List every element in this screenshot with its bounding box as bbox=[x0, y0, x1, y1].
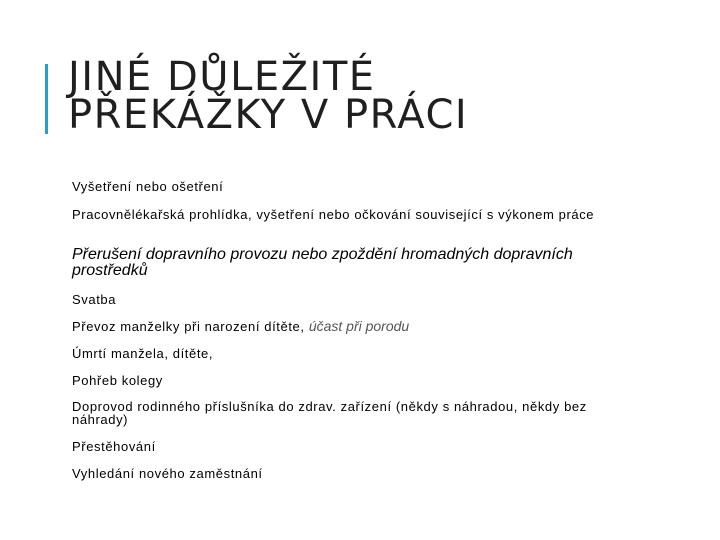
list-item-transport-disruption: Přerušení dopravního provozu nebo zpoždění hromadných dopravních prostředků bbox=[72, 246, 573, 279]
slide-title-line-2: PŘEKÁŽKY V PRÁCI bbox=[68, 92, 469, 138]
list-item-birth-transport-text: Převoz manželky při narození dítěte, bbox=[72, 319, 305, 334]
title-accent-bar bbox=[45, 64, 48, 134]
list-item-medical-exam: Vyšetření nebo ošetření bbox=[72, 179, 224, 194]
list-item-wedding: Svatba bbox=[72, 292, 117, 307]
list-item-birth-transport bbox=[72, 320, 409, 333]
list-item-death: Úmrtí manžela, dítěte, bbox=[72, 346, 214, 361]
list-item-funeral: Pohřeb kolegy bbox=[72, 373, 163, 388]
slide-title-line-1: JINÉ DŮLEŽITÉ bbox=[68, 54, 376, 100]
list-item-birth-note: účast při porodu bbox=[308, 318, 410, 334]
list-item-job-search: Vyhledání nového zaměstnání bbox=[72, 466, 263, 481]
slide-title bbox=[68, 54, 469, 138]
list-item-family-escort: Doprovod rodinného příslušníka do zdrav. zařízení (někdy s náhradou, někdy bez náhrady) bbox=[72, 399, 587, 427]
list-item-relocation: Přestěhování bbox=[72, 439, 156, 454]
list-item-occupational-checkup: Pracovnělékařská prohlídka, vyšetření nebo očkování související s výkonem práce bbox=[72, 207, 595, 222]
